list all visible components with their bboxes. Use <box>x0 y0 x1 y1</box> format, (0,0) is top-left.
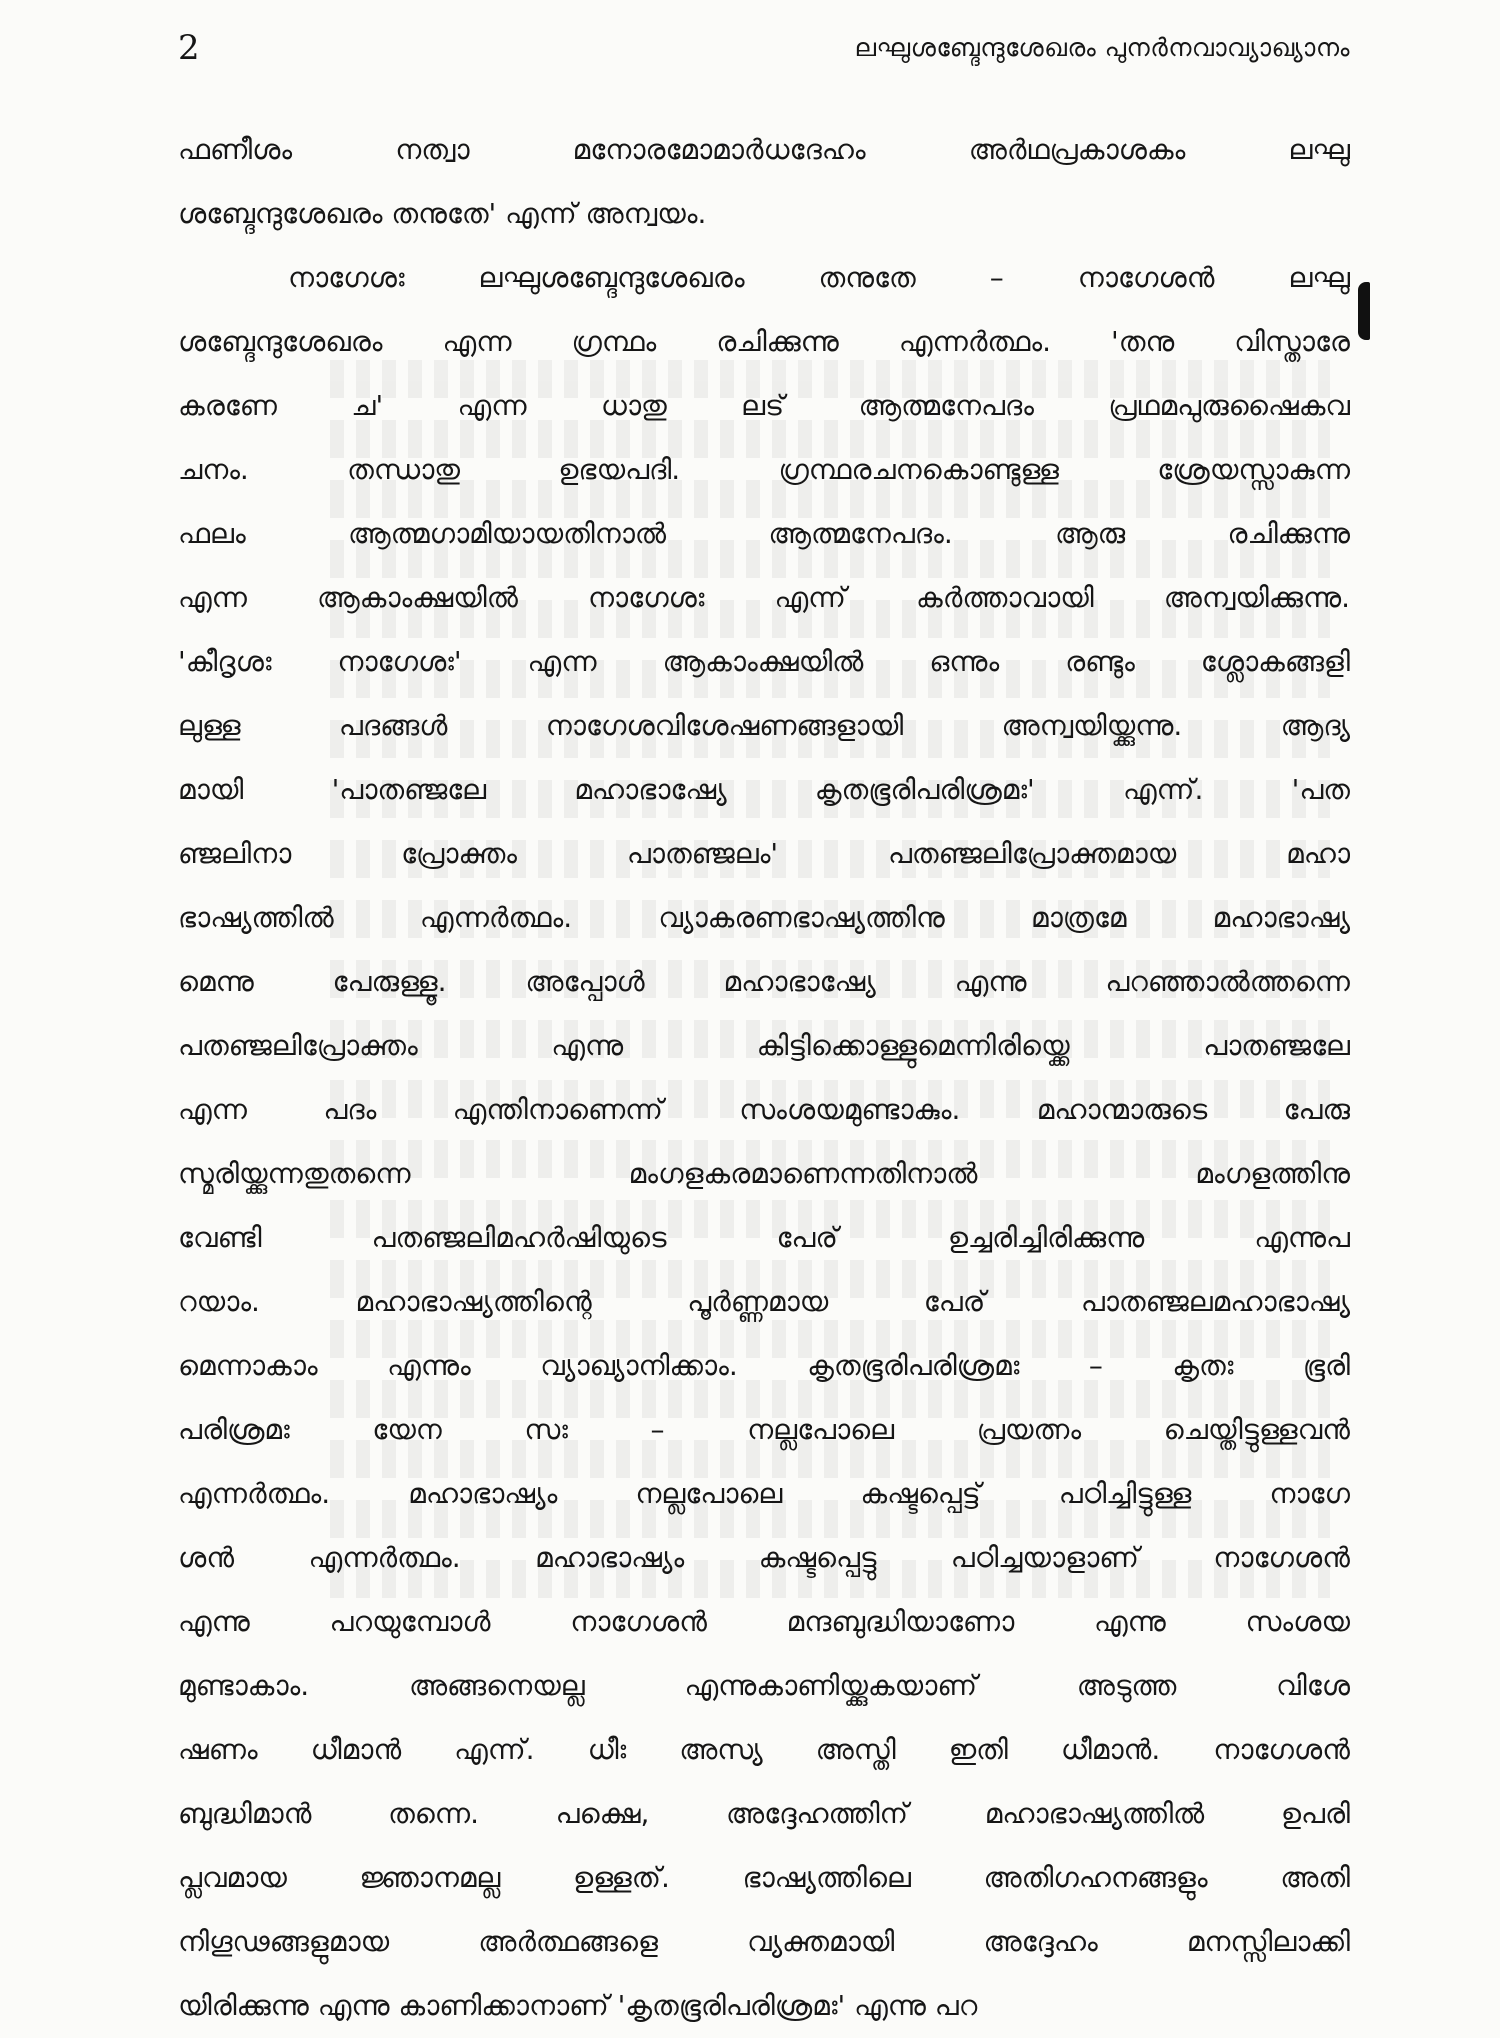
body-text <box>178 118 1350 2038</box>
text-line: ശബ്ദേന്ദുശേഖരം എന്ന ഗ്രന്ഥം രചിക്കുന്നു എന്നർത്ഥം. 'തനു വിസ്താരേ <box>178 325 1350 358</box>
text-line: നിഗൂഢങ്ങളുമായ അർത്ഥങ്ങളെ വ്യക്തമായി അദ്ദേഹം മനസ്സിലാക്കി <box>178 1925 1350 1958</box>
text-line: യിരിക്കുന്നു എന്നു കാണിക്കാനാണ് 'കൃതഭൂരിപരിശ്രമഃ' എന്നു പറ <box>178 1989 978 2022</box>
page-edge-mark <box>1358 282 1370 340</box>
text-line: എന്നർത്ഥം. മഹാഭാഷ്യം നല്ലപോലെ കഷ്ടപ്പെട്ട് പഠിച്ചിട്ടുള്ള നാഗേ <box>178 1477 1350 1510</box>
running-title: ലഘുശബ്ദേന്ദുശേഖരം പുനർനവാവ്യാഖ്യാനം <box>854 33 1350 62</box>
text-line: മായി 'പാതഞ്ജലേ മഹാഭാഷ്യേ കൃതഭൂരിപരിശ്രമഃ' എന്ന്. 'പത <box>178 773 1350 806</box>
page-header <box>178 26 1350 70</box>
text-line: ഫലം ആത്മഗാമിയായതിനാൽ ആത്മനേപദം. ആരു രചിക്കുന്നു <box>178 517 1350 550</box>
text-line: ശബ്ദേന്ദുശേഖരം തനുതേ' എന്ന് അന്വയം. <box>178 197 707 230</box>
text-line: പ്ലവമായ ജ്ഞാനമല്ല ഉള്ളത്. ഭാഷ്യത്തിലെ അതിഗഹനങ്ങളും അതി <box>178 1861 1350 1894</box>
text-line: ശൻ എന്നർത്ഥം. മഹാഭാഷ്യം കഷ്ടപ്പെട്ടു പഠിച്ചയാളാണ് നാഗേശൻ <box>178 1541 1350 1574</box>
text-line: കരണേ ച' എന്ന ധാതു ലട് ആത്മനേപദം പ്രഥമപുരുഷൈകവ <box>178 389 1350 422</box>
text-line: വേണ്ടി പതഞ്ജലിമഹർഷിയുടെ പേര് ഉച്ചരിച്ചിരിക്കുന്നു എന്നുപ <box>178 1221 1350 1254</box>
text-line: നാഗേശഃ ലഘുശബ്ദേന്ദുശേഖരം തനുതേ – നാഗേശൻ ലഘു <box>288 261 1350 294</box>
text-line: ഫണീശം നത്വാ മനോരമോമാർധദേഹം അർഥപ്രകാശകം ലഘു <box>178 133 1350 166</box>
text-line: ഞ്ജലിനാ പ്രോക്തം പാതഞ്ജലം' പതഞ്ജലിപ്രോക്തമായ മഹാ <box>178 837 1350 870</box>
text-line: 'കീദൃശഃ നാഗേശഃ' എന്ന ആകാംക്ഷയിൽ ഒന്നും രണ്ടും ശ്ലോകങ്ങളി <box>178 645 1350 678</box>
text-line: റയാം. മഹാഭാഷ്യത്തിന്റെ പൂർണ്ണമായ പേര് പാതഞ്ജലമഹാഭാഷ്യ <box>178 1285 1350 1318</box>
text-line: ചനം. തന്ധാതു ഉഭയപദി. ഗ്രന്ഥരചനകൊണ്ടുള്ള ശ്രേയസ്സാകുന്ന <box>178 453 1350 486</box>
text-line: സ്മരിയ്ക്കുന്നതുതന്നെ മംഗളകരമാണെന്നതിനാൽ മംഗളത്തിനു <box>178 1157 1350 1190</box>
text-line: എന്നു പറയുമ്പോൾ നാഗേശൻ മന്ദബുദ്ധിയാണോ എന്നു സംശയ <box>178 1605 1350 1638</box>
text-line: പതഞ്ജലിപ്രോക്തം എന്നു കിട്ടിക്കൊള്ളുമെന്നിരിയ്ക്കെ പാതഞ്ജലേ <box>178 1029 1350 1062</box>
text-line: ലുള്ള പദങ്ങൾ നാഗേശവിശേഷണങ്ങളായി അന്വയിയ്ക്കുന്നു. ആദ്യ <box>178 709 1350 742</box>
text-line: പരിശ്രമഃ യേന സഃ – നല്ലപോലെ പ്രയത്നം ചെയ്തിട്ടുള്ളവൻ <box>178 1413 1350 1446</box>
text-line: എന്ന ആകാംക്ഷയിൽ നാഗേശഃ എന്ന് കർത്താവായി അന്വയിക്കുന്നു. <box>178 581 1350 614</box>
text-line: മെന്നാകാം എന്നും വ്യാഖ്യാനിക്കാം. കൃതഭൂരിപരിശ്രമഃ – കൃതഃ ഭൂരി <box>178 1349 1350 1382</box>
text-line: എന്ന പദം എന്തിനാണെന്ന് സംശയമുണ്ടാകും. മഹാന്മാരുടെ പേരു <box>178 1093 1350 1126</box>
text-line: ബുദ്ധിമാൻ തന്നെ. പക്ഷെ, അദ്ദേഹത്തിന് മഹാഭാഷ്യത്തിൽ ഉപരി <box>178 1797 1350 1830</box>
text-line: മുണ്ടാകാം. അങ്ങനെയല്ല എന്നുകാണിയ്ക്കുകയാണ് അടുത്ത വിശേ <box>178 1669 1350 1702</box>
text-line: ഭാഷ്യത്തിൽ എന്നർത്ഥം. വ്യാകരണഭാഷ്യത്തിനു മാത്രമേ മഹാഭാഷ്യ <box>178 901 1350 934</box>
text-line: ഷണം ധീമാൻ എന്ന്. ധീഃ അസ്യ അസ്തി ഇതി ധീമാൻ. നാഗേശൻ <box>178 1733 1350 1766</box>
page-number: 2 <box>178 28 200 68</box>
text-line: മെന്നു പേരുള്ളൂ. അപ്പോൾ മഹാഭാഷ്യേ എന്നു പറഞ്ഞാൽത്തന്നെ <box>178 965 1350 998</box>
